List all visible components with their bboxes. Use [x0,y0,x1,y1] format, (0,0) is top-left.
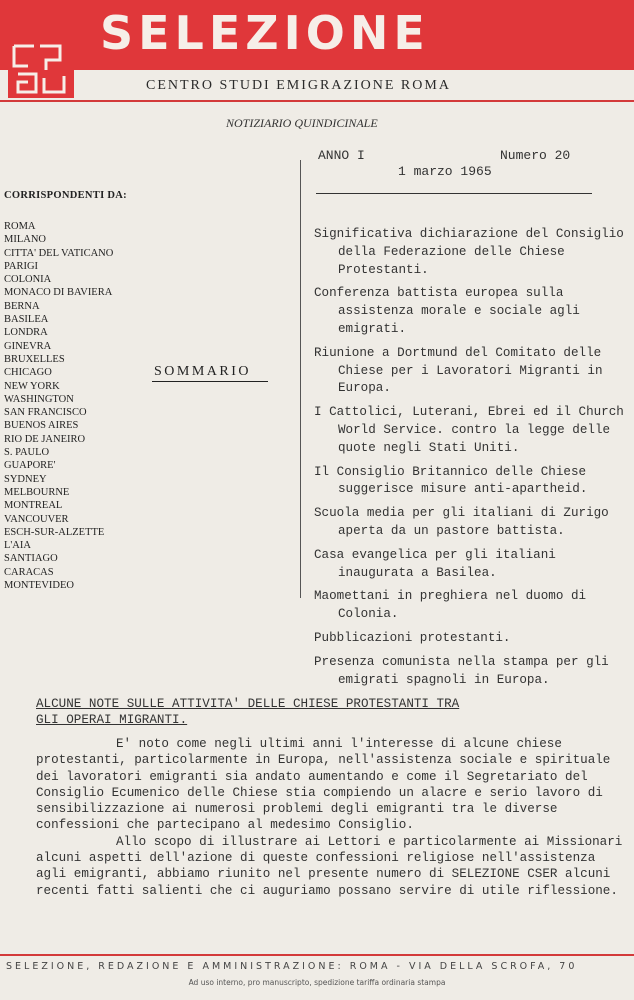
correspondent-city: BRUXELLES [4,353,65,365]
correspondent-city: MILANO [4,234,46,246]
correspondent-city: SYDNEY [4,473,47,485]
sommario-item: Scuola media per gli italiani di Zurigo aperta da un pastore battista. [314,506,609,538]
cser-logo-icon [8,36,74,98]
sommario-item: Il Consiglio Britannico delle Chiese suggerisce misure anti-apartheid. [314,464,588,497]
sommario-item: Significativa dichiarazione del Consiglio della Federazione delle Chiese Protestanti. [314,227,624,277]
correspondent-city: SAN FRANCISCO [4,407,87,419]
article-paragraph: Allo scopo di illustrare ai Lettori e particolarmente ai Missionari alcuni aspetti dell'azione di queste confessioni religiose nell'assistenza agli emigranti, abbiamo riunito nel presente numero di SELEZIONE CSER alcuni recenti fatti salienti che ci auguriamo possano servire di utile riflessione. [36,834,623,898]
sommario-underline [152,381,268,382]
footer-note: Ad uso interno, pro manuscripto, spedizione tariffa ordinaria stampa [188,978,446,987]
correspondent-city: CHICAGO [4,367,52,379]
sommario-list [314,226,630,695]
issue-date: 1 marzo 1965 [398,164,492,179]
masthead-title: SELEZIONE [100,6,430,60]
article-paragraph: E' noto come negli ultimi anni l'interesse di alcune chiese protestanti, particolarmente in Europa, nell'assistenza sociale e spirituale dei lavoratori emigranti sia andato aumentando e come il Segretariato del Consiglio Ecumenico delle Chiese stia compiendo un alacre e serio lavoro di sensibilizzazione ai numerosi problemi degli emigranti tra le diverse confessioni che partecipano al medesimo Consiglio. [36,737,611,833]
sommario-item: Casa evangelica per gli italiani inaugurata a Basilea. [314,547,556,580]
masthead-subtitle: CENTRO STUDI EMIGRAZIONE ROMA [146,78,451,93]
correspondent-city: GINEVRA [4,340,52,352]
correspondent-city: MONACO DI BAVIERA [4,287,113,299]
correspondent-city: BASILEA [4,314,49,326]
correspondent-city: CARACAS [4,566,54,578]
footer-address: SELEZIONE, REDAZIONE E AMMINISTRAZIONE: ROMA - VIA DELLA SCROFA, 70 [6,961,578,972]
publication-frequency: NOTIZIARIO QUINDICINALE [226,116,378,130]
correspondents-heading: CORRISPONDENTI DA: [4,190,127,201]
issue-year: ANNO I [318,148,365,163]
correspondent-city: NEW YORK [4,380,60,392]
correspondent-city: BERNA [4,300,40,312]
article-body [36,736,624,899]
correspondent-city: ESCH-SUR-ALZETTE [4,526,105,538]
correspondent-city: WASHINGTON [4,393,74,405]
correspondent-city: MONTREAL [4,500,63,512]
correspondent-city: L'AIA [4,540,31,552]
correspondent-city: MONTEVIDEO [4,580,74,592]
correspondent-city: GUAPORE' [4,460,56,472]
issue-divider [316,193,592,194]
correspondent-city: RIO DE JANEIRO [4,433,86,445]
article-title: ALCUNE NOTE SULLE ATTIVITA' DELLE CHIESE PROTESTANTI TRA GLI OPERAI MIGRANTI. [36,697,460,727]
sommario-item: Riunione a Dortmund del Comitato delle Chiese per i Lavoratori Migranti in Europa. [314,345,603,396]
sommario-item: Maomettani in preghiera nel duomo di Colonia. [314,589,587,622]
sommario-item: Pubblicazioni protestanti. [314,630,511,645]
sommario-item: I Cattolici, Luterani, Ebrei ed il Church World Service. contro la legge delle quote negli Stati Uniti. [314,405,624,455]
correspondent-city: MELBOURNE [4,486,70,498]
sommario-label: SOMMARIO [154,364,252,379]
correspondent-city: CITTA' DEL VATICANO [4,247,114,259]
correspondent-city: SANTIAGO [4,553,58,565]
correspondent-city: ROMA [4,221,36,232]
correspondent-city: PARIGI [4,260,39,272]
column-divider [300,160,301,598]
correspondents-list [4,220,113,592]
correspondent-city: BUENOS AIRES [4,420,79,432]
sommario-item: Conferenza battista europea sulla assistenza morale e sociale agli emigrati. [314,286,580,336]
correspondent-city: VANCOUVER [4,513,69,525]
sommario-item: Presenza comunista nella stampa per gli emigrati spagnoli in Europa. [314,654,609,687]
footer-divider [0,954,634,956]
issue-number: Numero 20 [500,148,571,163]
correspondent-city: S. PAULO [4,447,50,459]
correspondent-city: LONDRA [4,327,48,339]
masthead-divider [0,100,634,102]
correspondent-city: COLONIA [4,274,52,286]
